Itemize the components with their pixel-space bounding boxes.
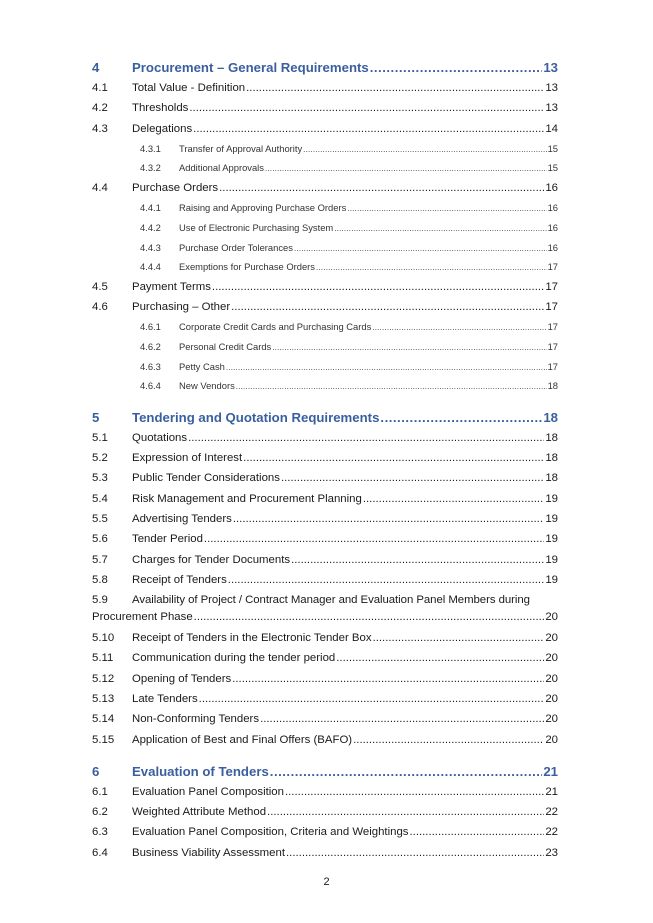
toc-leader xyxy=(194,611,545,623)
toc-subsubsection[interactable] xyxy=(92,242,558,262)
toc-entry-page: 18 xyxy=(545,452,558,465)
toc-entry-page: 16 xyxy=(547,221,558,233)
toc-leader xyxy=(188,432,544,444)
toc-entry-number: 4.6.3 xyxy=(140,360,161,372)
toc-leader xyxy=(303,145,546,154)
toc-leader xyxy=(270,764,543,779)
toc-entry-page: 20 xyxy=(545,632,558,645)
toc-entry-title: Expression of Interest xyxy=(132,452,243,465)
toc-subsubsection[interactable] xyxy=(92,222,558,242)
toc-entry-title: Tendering and Quotation Requirements xyxy=(132,409,380,425)
toc-entry[interactable] xyxy=(92,432,558,452)
toc-subsubsection[interactable] xyxy=(92,380,558,400)
toc-entry-number: 6.2 xyxy=(92,806,108,819)
toc-entry[interactable] xyxy=(92,786,558,806)
toc-entry-page: 13 xyxy=(543,60,558,75)
toc-entry-title: Receipt of Tenders in the Electronic Tender Box xyxy=(132,632,372,645)
toc-entry-title: Public Tender Considerations xyxy=(132,472,280,485)
toc-entry-page: 22 xyxy=(545,806,558,819)
toc-leader xyxy=(353,734,544,746)
toc-entry-page: 19 xyxy=(545,512,558,525)
toc-entry-number: 5.12 xyxy=(92,672,115,685)
toc-entry-page: 19 xyxy=(545,573,558,586)
toc-leader xyxy=(204,533,544,545)
toc-entry[interactable] xyxy=(92,554,558,574)
toc-entry[interactable] xyxy=(92,632,558,652)
toc-leader xyxy=(231,301,544,313)
toc-entry-number: 5.2 xyxy=(92,452,108,465)
toc-entry-title: Evaluation Panel Composition xyxy=(132,785,284,798)
toc-leader xyxy=(347,204,546,213)
toc-entry-title: Use of Electronic Purchasing System xyxy=(179,221,334,233)
toc-leader xyxy=(199,693,545,705)
toc-entry-page: 17 xyxy=(545,280,558,293)
toc-entry-page: 13 xyxy=(545,82,558,94)
toc-leader xyxy=(380,410,542,425)
toc-entry-number: 4.6 xyxy=(92,301,108,314)
toc-leader xyxy=(409,826,544,838)
toc-leader xyxy=(233,513,544,525)
toc-leader xyxy=(260,713,544,725)
toc-entry-page: 17 xyxy=(547,261,558,273)
toc-entry-number: 6.1 xyxy=(92,785,108,798)
toc-entry[interactable] xyxy=(92,82,558,102)
page-number: 2 xyxy=(323,876,330,888)
toc-subsubsection[interactable] xyxy=(92,143,558,163)
toc-leader xyxy=(285,786,544,798)
toc-entry-title: Business Viability Assessment xyxy=(132,846,285,859)
toc-entry-number: 5.11 xyxy=(92,652,114,665)
toc-entry-page: 18 xyxy=(545,472,558,485)
toc-entry-title: Payment Terms xyxy=(132,280,211,293)
toc-entry-title: Non-Conforming Tenders xyxy=(132,713,260,726)
toc-section-heading[interactable] xyxy=(92,410,558,432)
toc-entry[interactable] xyxy=(92,281,558,301)
toc-entry-title: Transfer of Approval Authority xyxy=(179,142,303,154)
toc-leader xyxy=(212,281,544,293)
toc-entry-page: 19 xyxy=(545,553,558,566)
toc-entry-title: Application of Best and Final Offers (BAFO) xyxy=(132,733,353,746)
toc-entry-number: 4.3 xyxy=(92,122,108,135)
toc-leader xyxy=(246,82,544,94)
toc-entry[interactable] xyxy=(92,713,558,733)
toc-entry-title: Delegations xyxy=(132,122,193,135)
toc-entry-page: 15 xyxy=(547,142,558,154)
toc-entry-title: Opening of Tenders xyxy=(132,672,232,685)
toc-entry-number: 6 xyxy=(92,763,100,779)
toc-entry-number: 5.10 xyxy=(92,632,115,645)
toc-entry[interactable] xyxy=(92,734,558,754)
toc-entry-title: Risk Management and Procurement Planning xyxy=(132,492,362,505)
toc-entry-title: Charges for Tender Documents xyxy=(132,553,291,566)
toc-section-heading[interactable] xyxy=(92,764,558,786)
toc-entry-page: 16 xyxy=(547,241,558,253)
toc-entry-title: Purchase Order Tolerances xyxy=(179,241,293,253)
toc-entry-number: 5.14 xyxy=(92,713,115,726)
toc-entry-page: 16 xyxy=(545,182,558,195)
toc-subsubsection[interactable] xyxy=(92,261,558,281)
toc-entry-title: Purchase Orders xyxy=(132,182,219,195)
toc-entry-title: Thresholds xyxy=(132,102,189,115)
toc-entry-number: 5.4 xyxy=(92,492,108,505)
toc-entry-page: 20 xyxy=(545,611,558,624)
toc-leader xyxy=(236,382,547,391)
toc-entry-number: 5.9 xyxy=(92,594,108,607)
toc-entry[interactable] xyxy=(92,806,558,826)
toc-entry-number: 4.4.1 xyxy=(140,202,161,214)
toc-entry[interactable] xyxy=(92,452,558,472)
toc-leader xyxy=(265,164,547,173)
toc-leader xyxy=(316,263,547,272)
toc-subsubsection[interactable] xyxy=(92,341,558,361)
toc-leader xyxy=(267,806,544,818)
toc-entry-number: 4.4.3 xyxy=(140,241,161,253)
toc-entry-number: 4.5 xyxy=(92,280,108,293)
toc-entry[interactable] xyxy=(92,652,558,672)
toc-entry[interactable] xyxy=(92,533,558,553)
toc-leader xyxy=(189,102,544,114)
toc-leader xyxy=(219,182,544,194)
toc-leader xyxy=(370,60,543,75)
toc-entry-page: 17 xyxy=(547,340,558,352)
toc-leader xyxy=(373,632,545,644)
toc-section-heading[interactable] xyxy=(92,60,558,82)
toc-leader xyxy=(228,574,545,586)
toc-entry-title: Exemptions for Purchase Orders xyxy=(179,261,315,273)
toc-entry-number: 5.8 xyxy=(92,573,108,586)
toc-entry[interactable] xyxy=(92,673,558,693)
toc-entry-title: Receipt of Tenders xyxy=(132,573,227,586)
toc-entry-page: 18 xyxy=(545,431,558,444)
toc-entry-title: Raising and Approving Purchase Orders xyxy=(179,202,347,214)
toc-entry-title: Communication during the tender period xyxy=(132,652,336,665)
toc-entry[interactable] xyxy=(92,102,558,122)
toc-entry[interactable] xyxy=(92,693,558,713)
toc-entry-page: 17 xyxy=(547,321,558,333)
toc-leader xyxy=(281,472,544,484)
toc-entry[interactable] xyxy=(92,182,558,202)
toc-entry-page: 20 xyxy=(545,652,558,665)
toc-entry-title: Advertising Tenders xyxy=(132,512,232,525)
toc-entry[interactable] xyxy=(92,513,558,533)
toc-entry-page: 20 xyxy=(545,733,558,746)
toc-entry-number: 4.6.2 xyxy=(140,340,161,352)
toc-subsubsection[interactable] xyxy=(92,202,558,222)
toc-entry-title: New Vendors xyxy=(179,380,235,392)
toc-entry-number: 6.4 xyxy=(92,846,108,859)
toc-entry-page: 14 xyxy=(545,122,558,135)
toc-entry[interactable] xyxy=(92,123,558,143)
toc-leader xyxy=(334,224,546,233)
toc-entry-page: 15 xyxy=(547,162,558,174)
toc-entry-title: Tender Period xyxy=(132,533,203,546)
toc-entry[interactable] xyxy=(92,826,558,846)
toc-entry-page: 21 xyxy=(545,785,558,798)
toc-entry-number: 4.1 xyxy=(92,82,108,94)
toc-entry-page: 20 xyxy=(545,672,558,685)
toc-leader xyxy=(372,323,546,332)
toc-entry-page: 20 xyxy=(545,692,558,705)
toc-entry[interactable] xyxy=(92,574,558,594)
toc-entry-title: Late Tenders xyxy=(132,692,198,705)
toc-entry-page: 17 xyxy=(545,301,558,314)
toc-entry-number: 5.3 xyxy=(92,472,108,485)
toc-entry-number: 5.15 xyxy=(92,733,115,746)
toc-entry-number: 4.3.1 xyxy=(140,142,161,154)
toc-entry[interactable] xyxy=(92,493,558,513)
toc-subsubsection[interactable] xyxy=(92,361,558,381)
toc-entry[interactable] xyxy=(92,472,558,492)
toc-entry-number: 4.6.1 xyxy=(140,321,161,333)
toc-entry-page: 23 xyxy=(545,846,558,859)
toc-entry-number: 4 xyxy=(92,60,100,75)
toc-leader xyxy=(243,452,544,464)
toc-entry-number: 5.5 xyxy=(92,512,108,525)
toc-leader xyxy=(286,847,544,859)
toc-entry-number: 4.4.2 xyxy=(140,221,161,233)
toc-entry-number: 4.6.4 xyxy=(140,380,161,392)
toc-entry-title: Availability of Project / Contract Manager and Evaluation Panel Members during xyxy=(132,594,530,607)
toc-leader xyxy=(294,244,547,253)
toc-leader xyxy=(193,123,544,135)
toc-entry-title: Evaluation Panel Composition, Criteria and Weightings xyxy=(132,826,409,839)
toc-leader xyxy=(232,673,544,685)
toc-entry-title: Evaluation of Tenders xyxy=(132,763,269,779)
toc-entry[interactable] xyxy=(92,301,558,321)
toc-entry-page: 22 xyxy=(545,826,558,839)
toc-entry-page: 18 xyxy=(543,409,558,425)
toc-subsubsection[interactable] xyxy=(92,162,558,182)
toc-entry-page: 17 xyxy=(547,360,558,372)
toc-entry-title: Total Value - Definition xyxy=(132,82,246,94)
toc-entry-title: Personal Credit Cards xyxy=(179,340,272,352)
toc-leader xyxy=(336,652,544,664)
table-of-contents xyxy=(92,60,558,867)
toc-entry-page: 20 xyxy=(545,713,558,726)
toc-leader xyxy=(272,343,546,352)
toc-entry-title: Weighted Attribute Method xyxy=(132,806,267,819)
toc-entry-title: Additional Approvals xyxy=(179,162,264,174)
toc-leader xyxy=(363,493,544,505)
toc-entry-number: 4.4.4 xyxy=(140,261,161,273)
toc-entry-title-continued: Procurement Phase xyxy=(92,611,193,624)
toc-entry-page: 16 xyxy=(547,202,558,214)
toc-entry-page: 13 xyxy=(545,102,558,115)
toc-entry-page: 19 xyxy=(545,492,558,505)
toc-entry[interactable] xyxy=(92,847,558,867)
toc-entry-number: 5.6 xyxy=(92,533,108,546)
toc-entry[interactable] xyxy=(92,594,558,632)
toc-entry-number: 6.3 xyxy=(92,826,108,839)
toc-leader xyxy=(226,363,547,372)
toc-entry-number: 5.1 xyxy=(92,431,108,444)
toc-entry-page: 19 xyxy=(545,533,558,546)
toc-entry-title: Corporate Credit Cards and Purchasing Cards xyxy=(179,321,372,333)
toc-entry-title: Petty Cash xyxy=(179,360,225,372)
toc-entry-title: Quotations xyxy=(132,431,188,444)
toc-entry-number: 4.4 xyxy=(92,182,108,195)
toc-entry-number: 4.3.2 xyxy=(140,162,161,174)
toc-leader xyxy=(291,554,544,566)
toc-entry-page: 18 xyxy=(547,380,558,392)
toc-entry-title: Procurement – General Requirements xyxy=(132,60,369,75)
toc-subsubsection[interactable] xyxy=(92,321,558,341)
toc-entry-number: 5 xyxy=(92,409,100,425)
toc-entry-number: 5.13 xyxy=(92,692,115,705)
toc-entry-title: Purchasing – Other xyxy=(132,301,231,314)
toc-entry-page: 21 xyxy=(543,763,558,779)
toc-entry-number: 5.7 xyxy=(92,553,108,566)
toc-entry-number: 4.2 xyxy=(92,102,108,115)
